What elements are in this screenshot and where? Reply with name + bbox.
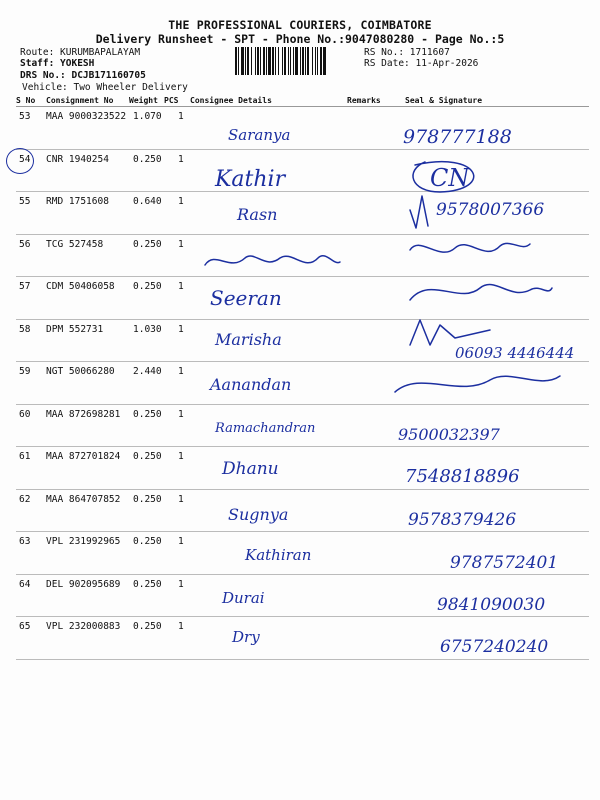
row-weight: 0.250	[133, 621, 162, 632]
row-pcs: 1	[178, 536, 184, 547]
row-sno: 64	[19, 578, 31, 590]
row-consignment-no: RMD 1751608	[46, 196, 109, 207]
sign-phone-60: 9500032397	[398, 425, 500, 444]
sign-phone-64: 9841090030	[437, 595, 546, 615]
row-sno: 57	[19, 281, 31, 292]
row-consignment-no: DPM 552731	[46, 323, 104, 335]
staff-label: Staff: YOKESH	[20, 58, 95, 69]
row-weight: 0.250	[133, 578, 162, 590]
sign-phone-63: 9787572401	[450, 553, 559, 573]
sign-phone-58: 06093 4446444	[455, 344, 575, 362]
sign-name-65: Dry	[232, 628, 260, 646]
row-consignment-no: MAA 9000323522	[46, 111, 127, 122]
row-sno: 63	[19, 536, 31, 547]
row-weight: 0.250	[133, 408, 162, 420]
row-consignment-no: MAA 872701824	[46, 451, 121, 462]
row-pcs: 1	[178, 323, 184, 335]
sign-name-63: Kathiran	[245, 546, 312, 564]
row-weight: 0.250	[133, 238, 162, 250]
col-remarks: Remarks	[347, 96, 381, 105]
row-weight: 0.250	[133, 493, 162, 505]
row-pcs: 1	[178, 111, 184, 122]
row-weight: 1.030	[133, 323, 162, 335]
company-title: THE PROFESSIONAL COURIERS, COIMBATORE	[168, 18, 432, 32]
sign-name-58: Marisha	[215, 330, 282, 349]
row-consignment-no: DEL 902095689	[46, 578, 121, 590]
sign-name-53: Saranya	[228, 126, 291, 144]
row-sno: 58	[19, 323, 31, 335]
col-consignee: Consignee Details	[190, 96, 272, 105]
row-consignment-no: NGT 50066280	[46, 366, 115, 377]
sign-name-55: Rasn	[237, 205, 278, 224]
row-weight: 0.250	[133, 153, 162, 165]
row-weight: 1.070	[133, 111, 162, 122]
sign-name-59: Aanandan	[210, 375, 292, 394]
rs-number: RS No.: 1711607	[364, 47, 450, 58]
row-pcs: 1	[178, 153, 184, 165]
row-pcs: 1	[178, 408, 184, 420]
route-label: Route: KURUMBAPALAYAM	[20, 47, 141, 58]
row-weight: 0.640	[133, 196, 162, 207]
sign-phone-65: 6757240240	[440, 637, 549, 657]
row-weight: 0.250	[133, 281, 162, 292]
row-consignment-no: CDM 50406058	[46, 281, 115, 292]
row-sno: 53	[19, 111, 31, 122]
sign-phone-62: 9578379426	[408, 510, 517, 530]
sign-phone-53: 978777188	[403, 126, 512, 148]
sign-scribble-57	[410, 285, 552, 300]
row-sno: 65	[19, 621, 31, 632]
sign-mark-54: CN	[430, 164, 470, 192]
row-sno: 61	[19, 451, 31, 462]
row-sno: 54	[19, 153, 31, 165]
row-consignment-no: MAA 872698281	[46, 408, 121, 420]
row-pcs: 1	[178, 621, 184, 632]
col-pcs: PCS	[164, 96, 179, 105]
row-pcs: 1	[178, 238, 184, 250]
row-pcs: 1	[178, 451, 184, 462]
row-pcs: 1	[178, 578, 184, 590]
row-sno: 55	[19, 196, 31, 207]
row-weight: 0.250	[133, 451, 162, 462]
sign-scribble-59	[395, 376, 560, 392]
row-pcs: 1	[178, 281, 184, 292]
row-sno: 60	[19, 408, 31, 420]
sign-scribble-56a	[205, 256, 340, 265]
sign-name-62: Sugnya	[228, 505, 289, 524]
sign-phone-61: 7548818896	[405, 466, 520, 487]
col-weight: Weight	[129, 96, 158, 105]
row-sno: 59	[19, 366, 31, 377]
col-sno: S No	[16, 96, 36, 105]
row-consignment-no: VPL 232000883	[46, 621, 121, 632]
row-pcs: 1	[178, 493, 184, 505]
sign-name-57: Seeran	[210, 286, 282, 310]
sign-name-60: Ramachandran	[215, 421, 316, 436]
sign-name-61: Dhanu	[222, 459, 279, 479]
row-consignment-no: MAA 864707852	[46, 493, 121, 505]
sign-name-54: Kathir	[215, 167, 286, 192]
sign-name-64: Durai	[222, 589, 265, 607]
row-sno: 56	[19, 238, 31, 250]
row-sno: 62	[19, 493, 31, 505]
row-consignment-no: VPL 231992965	[46, 536, 121, 547]
sign-scribble-58	[410, 320, 490, 345]
row-weight: 0.250	[133, 536, 162, 547]
vehicle-label: Vehicle: Two Wheeler Delivery	[22, 82, 188, 93]
rs-date: RS Date: 11-Apr-2026	[364, 58, 479, 69]
sign-phone-55: 9578007366	[436, 200, 545, 220]
row-consignment-no: CNR 1940254	[46, 153, 109, 165]
row-weight: 2.440	[133, 366, 162, 377]
row-consignment-no: TCG 527458	[46, 238, 104, 250]
sign-scribble-55	[410, 196, 428, 228]
runsheet-subtitle: Delivery Runsheet - SPT - Phone No.:9047080280 - Page No.:5	[95, 32, 505, 46]
col-seal-signature: Seal & Signature	[405, 96, 483, 105]
col-consignment: Consignment No	[46, 96, 114, 105]
sign-scribble-56b	[410, 243, 530, 252]
row-pcs: 1	[178, 366, 184, 377]
drs-number: DRS No.: DCJB171160705	[20, 70, 146, 81]
row-pcs: 1	[178, 196, 184, 207]
